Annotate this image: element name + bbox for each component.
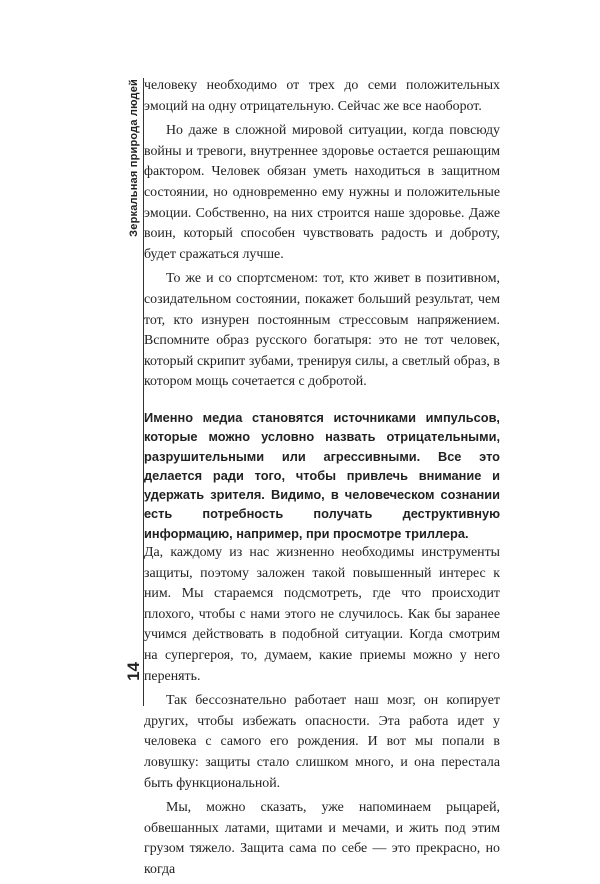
body-text [144,76,500,884]
paragraph: человеку необходимо от трех до семи положительных эмоций на одну отрицательную. Сейчас же все наоборот. [144,78,500,114]
paragraph: Да, каждому из нас жизненно необходимы инструменты защиты, поэтому заложен такой повышенный интерес к ним. Мы стараемся подсмотреть, где что происходит плохого, чтобы с нами этого не случилось. Как бы заранее учимся действовать в подобной ситуации. Когда смотрим на супергероя, то, думаем, какие приемы можно у него перенять. [144,544,500,684]
paragraph: Но даже в сложной мировой ситуации, когда повсюду войны и тревоги, внутреннее здоровье остается решающим фактором. Человек обязан уметь находиться в защитном состоянии, но одновременно ему нужны и положительные эмоции. Собственно, на них строится наше здоровье. Даже воин, который способен чувствовать радость и доброту, будет сражаться лучше. [144,123,500,262]
highlighted-paragraph: Именно медиа становятся источниками импульсов, которые можно условно назвать отрицательными, разрушительными или агрессивными. Все это делается ради того, чтобы привлечь внимание и удержать зрителя. Видимо, в человеческом сознании есть потребность получать деструктивную информацию, например, при просмотре триллера. [144,409,500,541]
running-title: Зеркальная природа людей [128,79,140,237]
paragraph: Так бессознательно работает наш мозг, он копирует других, чтобы избежать опасности. Эта работа идет у человека с самого его рождения. И вот мы попали в ловушку: защиты стало слишком много, и она перестала быть функциональной. [144,693,500,791]
paragraph: То же и со спортсменом: тот, кто живет в позитивном, созидательном состоянии, покажет больший результат, чем тот, кто изнурен постоянным стрессовым напряжением. Вспомните образ русского богатыря: это не тот человек, который скрипит зубами, тренируя силы, а светлый образ, в котором мощь сочетается с добротой. [144,271,500,390]
page-number: 14 [124,662,143,681]
paragraph: Мы, можно сказать, уже напоминаем рыцарей, обвешанных латами, щитами и мечами, и жить под этим грузом тяжело. Защита сама по себе — это прекрасно, но когда [144,800,500,877]
